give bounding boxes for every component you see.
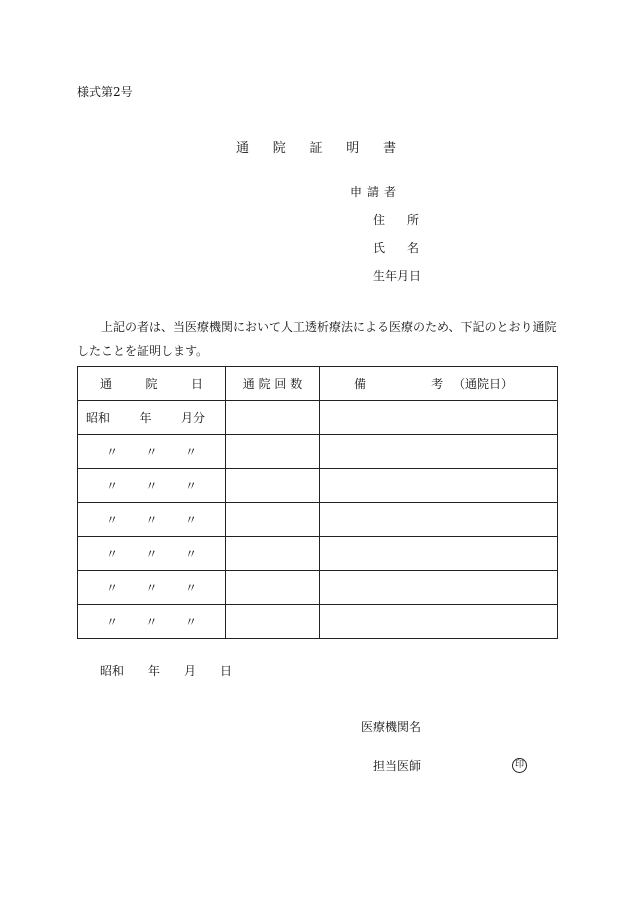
visit-count-cell[interactable] [226, 571, 320, 605]
visit-count-header: 通 院 回 数 [226, 367, 320, 401]
visit-count-cell[interactable] [226, 401, 320, 435]
table-row [78, 605, 558, 639]
visit-date-cell [78, 605, 226, 639]
applicant-heading [350, 186, 396, 198]
table-row [78, 401, 558, 435]
title-char: 書 [382, 141, 396, 156]
visit-date-header-char: 通 [100, 377, 113, 391]
day-label: 日 [219, 664, 232, 678]
visit-table [77, 366, 558, 639]
birthdate-label: 生年月日 [373, 269, 422, 283]
remarks-cell[interactable] [320, 605, 558, 639]
visit-date-header [78, 367, 226, 401]
name-label [373, 242, 419, 254]
name-label-char: 氏 [373, 241, 386, 255]
ditto-mark: 〃 [106, 547, 119, 561]
address-label-char: 住 [373, 213, 386, 227]
month-portion-label: 月分 [180, 411, 205, 425]
table-header-row [78, 367, 558, 401]
remarks-header-char: 考 [431, 377, 444, 391]
year-label: 年 [147, 664, 160, 678]
ditto-mark: 〃 [106, 479, 119, 493]
document-title [236, 142, 396, 155]
table-row [78, 571, 558, 605]
visit-date-cell [78, 401, 226, 435]
remarks-cell[interactable] [320, 469, 558, 503]
ditto-mark: 〃 [106, 581, 119, 595]
remarks-cell[interactable] [320, 435, 558, 469]
visit-count-cell[interactable] [226, 435, 320, 469]
address-label [373, 214, 419, 226]
ditto-mark: 〃 [106, 513, 119, 527]
ditto-mark: 〃 [106, 445, 119, 459]
table-row [78, 503, 558, 537]
visit-count-cell[interactable] [226, 537, 320, 571]
ditto-mark: 〃 [184, 513, 197, 527]
attending-doctor-label: 担当医師 [373, 759, 422, 773]
ditto-mark: 〃 [106, 615, 119, 629]
visit-date-cell [78, 469, 226, 503]
table-row [78, 435, 558, 469]
ditto-mark: 〃 [184, 581, 197, 595]
ditto-mark: 〃 [145, 445, 158, 459]
visit-date-cell [78, 503, 226, 537]
ditto-mark: 〃 [145, 479, 158, 493]
ditto-mark: 〃 [145, 547, 158, 561]
address-label-char: 所 [406, 213, 419, 227]
ditto-mark: 〃 [184, 445, 197, 459]
applicant-heading-char: 請 [366, 185, 379, 199]
title-char: 証 [309, 141, 323, 156]
era-label: 昭和 [100, 664, 125, 678]
title-char: 明 [346, 141, 360, 156]
visit-count-cell[interactable] [226, 469, 320, 503]
name-label-char: 名 [406, 241, 419, 255]
visit-date-cell [78, 435, 226, 469]
remarks-cell[interactable] [320, 571, 558, 605]
month-label: 月 [183, 664, 196, 678]
remarks-header-char: 備 [354, 377, 367, 391]
visit-count-cell[interactable] [226, 503, 320, 537]
certification-date-line [100, 665, 232, 677]
form-number: 様式第2号 [77, 85, 133, 99]
ditto-mark: 〃 [184, 615, 197, 629]
applicant-heading-char: 者 [383, 185, 396, 199]
ditto-mark: 〃 [184, 547, 197, 561]
certification-text: 上記の者は、当医療機関において人工透析療法による医療のため、下記のとおり通院したことを証明します。 [77, 320, 557, 358]
table-row [78, 469, 558, 503]
title-char: 院 [272, 141, 286, 156]
visit-date-header-char: 院 [145, 377, 158, 391]
remarks-header [320, 367, 558, 401]
ditto-mark: 〃 [184, 479, 197, 493]
visit-count-cell[interactable] [226, 605, 320, 639]
remarks-cell[interactable] [320, 503, 558, 537]
applicant-heading-char: 申 [350, 185, 363, 199]
visit-date-header-char: 日 [190, 377, 203, 391]
remarks-cell[interactable] [320, 537, 558, 571]
table-row [78, 537, 558, 571]
title-char: 通 [236, 141, 250, 156]
ditto-mark: 〃 [145, 581, 158, 595]
remarks-header-note: （通院日） [452, 377, 513, 391]
year-label: 年 [139, 411, 152, 425]
ditto-mark: 〃 [145, 513, 158, 527]
seal-icon: 印 [512, 758, 527, 773]
visit-date-cell [78, 571, 226, 605]
remarks-cell[interactable] [320, 401, 558, 435]
institution-name-label: 医療機関名 [361, 720, 422, 734]
visit-date-cell [78, 537, 226, 571]
ditto-mark: 〃 [145, 615, 158, 629]
era-label: 昭和 [86, 411, 111, 425]
